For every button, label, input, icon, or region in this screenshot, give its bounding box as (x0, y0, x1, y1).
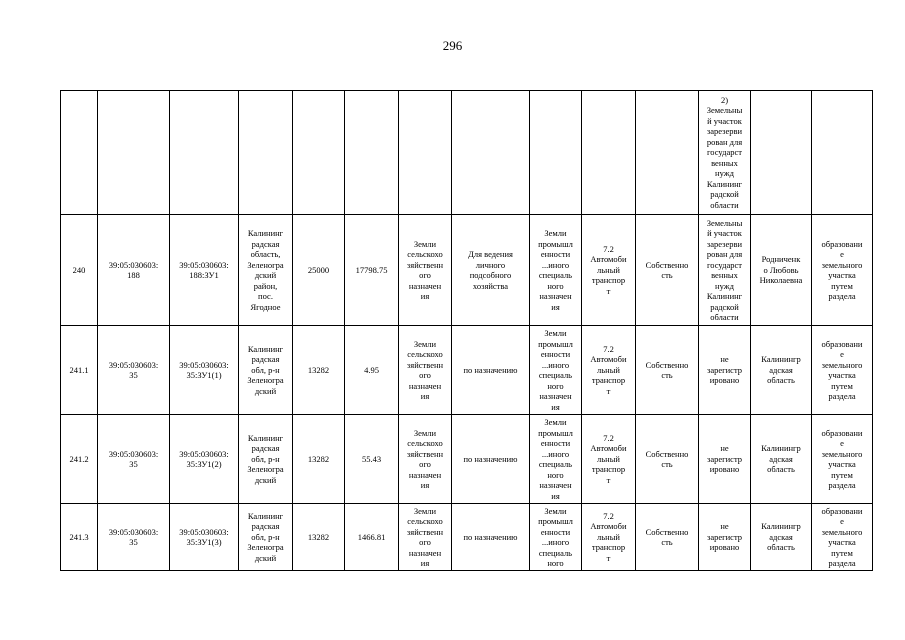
source-cadastral-number-cell (98, 326, 170, 415)
land-category-cell (399, 215, 452, 326)
cell-text-line: енности (540, 349, 571, 359)
cell-text-line: путем (831, 380, 853, 391)
cell-text-line: сть (661, 537, 673, 547)
total-area-cell (293, 415, 345, 504)
cell-text-line: сть (661, 270, 673, 280)
cell-text-line: назначен (408, 469, 442, 480)
target-category-cell (530, 504, 582, 571)
cell-text-line: государст (707, 147, 742, 158)
cell-text-line: дский (254, 552, 277, 563)
cell-text-line: не (720, 443, 729, 454)
restriction-cell (699, 91, 751, 215)
cell-text-line: Калининг (706, 178, 743, 189)
cell-text-line: специаль (538, 459, 573, 469)
cell-text-line: транспор (591, 275, 626, 286)
cell-text-line: 35:ЗУ1(3) (186, 537, 222, 547)
cell-text-line: Земли (413, 505, 437, 516)
purpose-cell (812, 504, 873, 571)
cell-text-line: ировано (709, 375, 740, 386)
cell-text-line: участка (828, 270, 856, 280)
cell-text-line: й участок (707, 228, 742, 238)
cell-text-line: хозяйства (472, 280, 509, 291)
cell-text-line: области (710, 199, 739, 210)
cell-text-line: Зеленогра (247, 542, 284, 553)
row-number-cell (61, 215, 98, 326)
total-area-cell (293, 326, 345, 415)
cell-text-line: специаль (538, 270, 573, 280)
cell-text-line: льный (597, 264, 620, 275)
cell-text-line: енности (540, 249, 571, 259)
purpose-cell (812, 215, 873, 326)
cell-text-line: е (840, 438, 844, 448)
cell-text-line: дский (254, 385, 277, 396)
target-category-cell (530, 326, 582, 415)
cell-text-line: 188 (127, 270, 140, 280)
cell-text-line: 17798.75 (355, 264, 388, 275)
cell-text-line: сть (661, 370, 673, 380)
cell-text-line: район, (253, 280, 278, 291)
cell-text-line: 4.95 (364, 364, 379, 375)
cell-text-line: Автомоби (590, 354, 627, 365)
cell-text-line: обл, р-н (251, 531, 280, 542)
cell-text-line: 39:05:030603: (108, 526, 159, 537)
cell-text-line: ного (547, 469, 564, 480)
cell-text-line: раздела (828, 391, 856, 401)
cell-text-line: т (606, 474, 611, 485)
cell-text-line: 13282 (307, 453, 330, 464)
table-row (61, 326, 873, 415)
cell-text-line: 7.2 (603, 510, 614, 521)
cell-text-line: Автомоби (590, 443, 627, 454)
cell-text-line: назначен (539, 391, 572, 401)
cell-text-line: специаль (538, 547, 573, 558)
row-number-cell (61, 504, 98, 571)
cell-text-line: промышл (538, 516, 573, 526)
target-use-cell (582, 504, 636, 571)
cell-text-line: Для ведения (468, 249, 513, 259)
page-number: 296 (442, 38, 463, 53)
cell-text-line: обл, р-н (251, 453, 280, 464)
cell-text-line: 35 (129, 370, 138, 380)
cell-text-line: ого (419, 270, 431, 280)
cell-text-line: Земли (544, 328, 567, 338)
land-category-cell (399, 326, 452, 415)
right-type-cell (636, 215, 699, 326)
cell-text-line: Земли (544, 505, 567, 516)
cell-text-line: образовани (821, 427, 863, 438)
address-cell (239, 215, 293, 326)
cell-text-line: земельного (821, 359, 863, 370)
cell-text-line: 241.1 (69, 364, 89, 375)
row-number-cell (61, 326, 98, 415)
cell-text-line: ...иного (541, 448, 570, 459)
cell-text-line: ного (547, 380, 564, 391)
cell-text-line: 35:ЗУ1(1) (186, 370, 222, 380)
part-area-cell (345, 415, 399, 504)
cell-text-line: земельного (821, 259, 863, 270)
target-category-cell (530, 215, 582, 326)
cell-text-line: назначен (408, 380, 442, 391)
cell-text-line: путем (831, 280, 853, 291)
cell-text-line: сельскохо (407, 249, 443, 259)
cell-text-line: 7.2 (603, 343, 614, 354)
address-cell (239, 326, 293, 415)
cell-text-line: Калинингр (761, 521, 801, 532)
owner-cell (751, 504, 812, 571)
cell-text-line: енности (540, 526, 571, 537)
part-area-cell (345, 215, 399, 326)
cell-text-line: Земельны (706, 217, 743, 228)
cell-text-line: е (840, 349, 844, 359)
cell-text-line: радская (251, 443, 280, 454)
address-cell (239, 415, 293, 504)
cell-text-line: 2) (720, 94, 729, 105)
cell-text-line: подсобного (469, 270, 512, 280)
cell-text-line: дский (254, 270, 277, 280)
restriction-cell (699, 504, 751, 571)
cell-text-line: промышл (538, 427, 573, 438)
restriction-cell (699, 415, 751, 504)
permitted-use-cell (452, 415, 530, 504)
cell-text-line: сть (661, 459, 673, 469)
cell-text-line: радская (251, 521, 280, 532)
cell-text-line: земельного (821, 526, 863, 537)
cell-text-line: земельного (821, 448, 863, 459)
cell-text-line: ного (547, 558, 564, 568)
cell-text-line: транспор (591, 375, 626, 386)
cell-text-line: Земли (413, 238, 437, 249)
cell-text-line: 13282 (307, 531, 330, 542)
cell-text-line: Николаевна (759, 275, 803, 286)
permitted-use-cell (452, 215, 530, 326)
cell-text-line: Земли (544, 417, 567, 427)
cell-text-line: льный (597, 364, 620, 375)
cell-text-line: Калининг (247, 228, 284, 238)
cell-text-line: области (710, 312, 739, 322)
land-category-cell (399, 415, 452, 504)
cell-text-line: е (840, 249, 844, 259)
owner-cell (751, 215, 812, 326)
cell-text-line: 25000 (307, 264, 330, 275)
source-cadastral-number-cell (98, 415, 170, 504)
cell-text-line: Калининг (706, 291, 743, 301)
cell-text-line: сельскохо (407, 516, 443, 526)
cell-text-line: зарегистр (706, 531, 743, 542)
cell-text-line: область, (250, 249, 281, 259)
source-cadastral-number-cell (98, 215, 170, 326)
cell-text-line: сельскохо (407, 438, 443, 448)
cell-text-line: нужд (715, 280, 734, 291)
cell-text-line: т (606, 385, 611, 396)
cell-text-line: промышл (538, 238, 573, 249)
cell-text-line: Собственно (645, 448, 689, 459)
purpose-cell (812, 415, 873, 504)
total-area-cell (293, 504, 345, 571)
target-use-cell (582, 415, 636, 504)
part-area-cell (345, 504, 399, 571)
cell-text-line: Калинингр (761, 354, 801, 365)
cell-text-line: Зеленогра (247, 259, 284, 270)
table-row (61, 415, 873, 504)
cell-text-line: транспор (591, 542, 626, 553)
cell-text-line: личного (475, 259, 506, 270)
target-use-cell (582, 326, 636, 415)
cell-text-line: льный (597, 531, 620, 542)
cell-text-line: льный (597, 453, 620, 464)
cell-text-line: раздела (828, 480, 856, 490)
cell-text-line: зяйственн (406, 259, 444, 270)
cell-text-line: область (767, 464, 795, 475)
cell-text-line: ия (420, 558, 430, 568)
cell-text-line: венных (711, 157, 738, 168)
cell-text-line: Родниченк (761, 254, 801, 265)
cell-text-line: назначен (539, 480, 572, 490)
total-area-cell (293, 215, 345, 326)
right-type-cell (636, 415, 699, 504)
table-row (61, 504, 873, 571)
cell-text-line: сельскохо (407, 349, 443, 359)
cell-text-line: т (606, 285, 611, 296)
cell-text-line: 39:05:030603: (179, 526, 229, 537)
cell-text-line: 240 (72, 264, 86, 275)
cell-text-line: пос. (258, 291, 273, 301)
cell-text-line: не (720, 521, 729, 532)
cell-text-line: 35 (129, 537, 138, 547)
cell-text-line: 39:05:030603: (179, 448, 229, 459)
cell-text-line: зяйственн (406, 448, 444, 459)
cell-text-line: образовани (821, 238, 863, 249)
cell-text-line: по назначению (463, 364, 518, 375)
table-row (61, 215, 873, 326)
cell-text-line: ия (551, 301, 560, 312)
cell-text-line: Собственно (645, 526, 689, 537)
cell-text-line: й участок (707, 115, 742, 126)
cell-text-line: по назначению (463, 531, 518, 542)
cell-text-line: ного (547, 280, 564, 291)
new-cadastral-number-cell (170, 215, 239, 326)
cell-text-line: радская (251, 238, 280, 249)
cell-text-line: Автомоби (590, 254, 627, 265)
cell-text-line: Калинингр (761, 443, 801, 454)
cell-text-line: 39:05:030603: (108, 448, 159, 459)
cell-text-line: 39:05:030603: (179, 359, 229, 370)
cell-text-line: адская (769, 364, 793, 375)
cell-text-line: Земли (544, 228, 567, 238)
cell-text-line: ого (419, 537, 431, 547)
cell-text-line: 55.43 (361, 453, 382, 464)
new-cadastral-number-cell (170, 326, 239, 415)
new-cadastral-number-cell (170, 504, 239, 571)
cell-text-line: область (767, 375, 795, 386)
cell-text-line: 7.2 (603, 243, 614, 254)
cell-text-line: е (840, 516, 844, 526)
cell-text-line: радской (710, 189, 739, 200)
cell-text-line: т (606, 552, 611, 563)
cell-text-line: ия (420, 391, 430, 401)
cell-text-line: 241.2 (69, 453, 89, 464)
cell-text-line: ого (419, 459, 431, 469)
cell-text-line: 39:05:030603: (108, 359, 159, 370)
right-type-cell (636, 504, 699, 571)
part-area-cell (345, 326, 399, 415)
cell-text-line: Калининг (247, 343, 284, 354)
cell-text-line: Калининг (247, 432, 284, 443)
cell-text-line: 39:05:030603: (108, 259, 159, 270)
cell-text-line: рован для (706, 136, 743, 147)
cell-text-line: адская (769, 531, 793, 542)
cell-text-line: ...иного (541, 537, 570, 547)
cell-text-line: участка (828, 537, 856, 547)
cell-text-line: назначен (539, 291, 572, 301)
cell-text-line: радской (710, 301, 739, 312)
target-use-cell (582, 215, 636, 326)
cell-text-line: 7.2 (603, 432, 614, 443)
row-number-cell (61, 415, 98, 504)
cell-text-line: зарезерви (706, 238, 743, 249)
cell-text-line: государст (707, 259, 742, 270)
restriction-cell (699, 215, 751, 326)
cell-text-line: нужд (715, 168, 734, 179)
cell-text-line: Зеленогра (247, 375, 284, 386)
cell-text-line: не (720, 354, 729, 365)
cell-text-line: зарезерви (706, 126, 743, 137)
cell-text-line: адская (769, 453, 793, 464)
cell-text-line: путем (831, 469, 853, 480)
cell-text-line: раздела (828, 558, 856, 568)
cell-text-line: Собственно (645, 259, 689, 270)
cell-text-line: ия (551, 490, 560, 501)
land-category-cell (399, 504, 452, 571)
right-type-cell (636, 326, 699, 415)
restriction-cell (699, 326, 751, 415)
address-cell (239, 504, 293, 571)
table-body (61, 91, 873, 571)
cell-text-line: 35 (129, 459, 138, 469)
cell-text-line: 39:05:030603: (179, 259, 229, 270)
cell-text-line: 1466.81 (357, 531, 386, 542)
cell-text-line: назначен (408, 547, 442, 558)
cell-text-line: зарегистр (706, 364, 743, 375)
cell-text-line: ...иного (541, 259, 570, 270)
cell-text-line: 188:ЗУ1 (189, 270, 219, 280)
cell-text-line: назначен (408, 280, 442, 291)
cell-text-line: Собственно (645, 359, 689, 370)
cell-text-line: Зеленогра (247, 464, 284, 475)
owner-cell (751, 326, 812, 415)
cell-text-line: ировано (709, 464, 740, 475)
cell-text-line: 35:ЗУ1(2) (186, 459, 222, 469)
purpose-cell (812, 326, 873, 415)
cell-text-line: участка (828, 370, 856, 380)
cell-text-line: Ягодное (250, 301, 281, 312)
cell-text-line: область (767, 542, 795, 553)
permitted-use-cell (452, 504, 530, 571)
cell-text-line: по назначению (463, 453, 518, 464)
cell-text-line: венных (711, 270, 738, 280)
permitted-use-cell (452, 326, 530, 415)
cell-text-line: енности (540, 438, 571, 448)
cell-text-line: ия (420, 291, 430, 301)
cell-text-line: ого (419, 370, 431, 380)
cell-text-line: ировано (709, 542, 740, 553)
cell-text-line: зяйственн (406, 359, 444, 370)
cell-text-line: Земельны (706, 105, 743, 116)
cell-text-line: 13282 (307, 364, 330, 375)
cell-text-line: путем (831, 547, 853, 558)
cell-text-line: рован для (706, 249, 743, 259)
cell-text-line: ...иного (541, 359, 570, 370)
cell-text-line: Автомоби (590, 521, 627, 532)
cell-text-line: образовани (821, 505, 863, 516)
cell-text-line: раздела (828, 291, 856, 301)
target-category-cell (530, 415, 582, 504)
cell-text-line: ия (420, 480, 430, 490)
cell-text-line: образовани (821, 338, 863, 349)
land-plots-table (60, 90, 873, 571)
cell-text-line: специаль (538, 370, 573, 380)
cell-text-line: зарегистр (706, 453, 743, 464)
cell-text-line: Земли (413, 427, 437, 438)
cell-text-line: Калининг (247, 510, 284, 521)
cell-text-line: 241.3 (69, 531, 89, 542)
cell-text-line: обл, р-н (251, 364, 280, 375)
cell-text-line: участка (828, 459, 856, 469)
cell-text-line: ия (551, 401, 560, 412)
owner-cell (751, 415, 812, 504)
cell-text-line: дский (254, 474, 277, 485)
table-row-continuation (61, 91, 873, 215)
cell-text-line: промышл (538, 338, 573, 349)
source-cadastral-number-cell (98, 504, 170, 571)
cell-text-line: зяйственн (406, 526, 444, 537)
cell-text-line: Земли (413, 338, 437, 349)
cell-text-line: о Любовь (763, 264, 799, 275)
new-cadastral-number-cell (170, 415, 239, 504)
cell-text-line: транспор (591, 464, 626, 475)
cell-text-line: радская (251, 354, 280, 365)
